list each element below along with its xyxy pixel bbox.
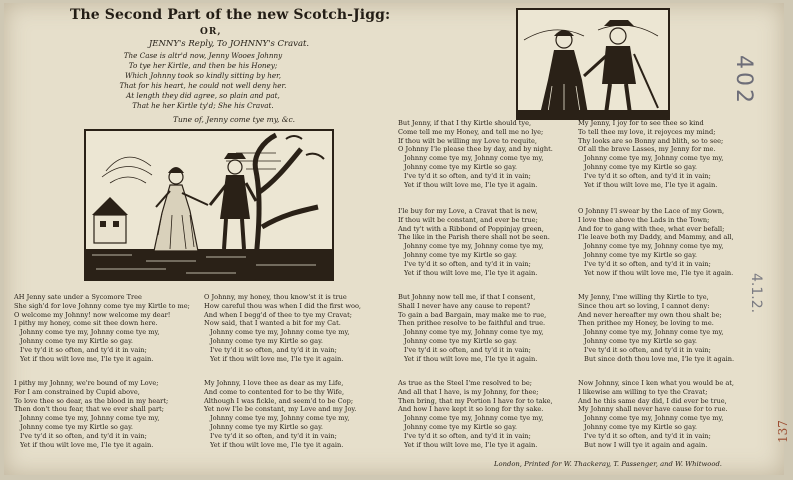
- chorus-line: Johnny come tye my Kirtle so gay.: [404, 250, 518, 259]
- verse-line: I pithy my Johnny, we're bound of my Love;: [14, 379, 159, 387]
- chorus-line: Yet if thou wilt love me, I'le tye it again.: [404, 268, 538, 277]
- chorus-line: Johnny come tye my, Johnny come tye my,: [584, 414, 724, 423]
- verse-line: Then prithee my Honey, be loving to me.: [578, 319, 714, 328]
- verse-6: [398, 207, 550, 277]
- chorus-line: Johnny come tye my, Johnny come tye my,: [404, 242, 544, 251]
- verse-line: I pithy my honey, come sit thee down here.: [14, 319, 158, 328]
- verse-line: And ty't with a Ribbond of Poppinjay green,: [398, 224, 544, 233]
- verse-line: And come to contented for to be thy Wife,: [204, 387, 345, 396]
- chorus-line: I've ty'd it so often, and ty'd it in vain;: [404, 431, 531, 440]
- chorus-line: Johnny come tye my Kirtle so gay.: [20, 336, 134, 345]
- verse-line: Then bring, that my Portion I have for to take,: [398, 396, 553, 405]
- verse-line: Then don't thou fear, that we ever shall part;: [14, 405, 165, 414]
- intro-line: At length they did agree, so plain and pat,: [126, 91, 280, 100]
- chorus-line: But now I will tye it again and again.: [584, 440, 708, 449]
- verse-line: My Jenny, I'me willing thy Kirtle to tye,: [578, 293, 709, 301]
- intro-line: That for his heart, he could not well deny her.: [119, 81, 287, 90]
- verse-line: Now said, that I wanted a bit for my Cat.: [204, 319, 341, 328]
- chorus-line: Yet if thou wilt love me, I'le tye it again.: [404, 180, 538, 189]
- chorus-line: I've ty'd it so often, and ty'd it in vain;: [404, 345, 531, 354]
- pencil-number: 402: [731, 55, 756, 106]
- woodcut-couple-landscape: [84, 129, 334, 281]
- verse-line: And never hereafter my own thou shalt be;: [578, 310, 722, 319]
- verse-line: Shall I never have any cause to repent?: [398, 301, 531, 310]
- verse-line: Although I was fickle, and seem'd to be Cop;: [204, 396, 354, 405]
- chorus-line: Johnny come tye my, Johnny come tye my,: [210, 328, 350, 337]
- title-or: OR,: [200, 27, 222, 37]
- verse-line: I'le buy for my Love, a Cravat that is new,: [398, 207, 538, 215]
- ballad-title: The Second Part of the new Scotch-Jigg:: [70, 7, 391, 23]
- verse-12: [578, 379, 734, 449]
- verse-line: O Johnny I'l swear by the Lace of my Gown,: [578, 207, 725, 215]
- verse-line: And all that I have, is my Johnny, for thee;: [398, 387, 539, 396]
- chorus-line: I've ty'd it so often, and ty'd it in vain;: [20, 431, 147, 440]
- chorus-line: I've ty'd it so often, and ty'd it in vain;: [210, 345, 337, 354]
- chorus-line: Yet if thou wilt love me, I'le tye it again.: [584, 180, 718, 189]
- verse-line: As true as the Steel I'me resolved to be;: [398, 379, 532, 387]
- verse-line: For I am constrained by Cupid above,: [14, 387, 140, 396]
- verse-line: Now Johnny, since I ken what you would be at,: [578, 379, 735, 387]
- verse-2: [14, 379, 168, 449]
- chorus-line: Johnny come tye my, Johnny come tye my,: [404, 154, 544, 163]
- verse-line: I likewise am willing to tye the Cravat;: [578, 387, 708, 396]
- chorus-line: Johnny come tye my Kirtle so gay.: [584, 422, 698, 431]
- verse-line: But Jenny, if that I thy Kirtle should tye,: [398, 119, 532, 127]
- chorus-line: I've ty'd it so often, and ty'd it in vain;: [584, 431, 711, 440]
- verse-line: My Johnny shall never have cause for to rue.: [578, 405, 728, 414]
- chorus-line: Johnny come tye my Kirtle so gay.: [210, 336, 324, 345]
- intro-verse: [88, 51, 318, 111]
- ballad-subtitle: JENNY's Reply, To JOHNNY's Cravat.: [148, 39, 310, 49]
- verse-line: And for to gang with thee, what ever befall;: [578, 224, 725, 233]
- verse-line: But Johnny now tell me, if that I consent,: [398, 293, 536, 301]
- woodcut-illustration: [518, 10, 668, 118]
- chorus-line: Johnny come tye my Kirtle so gay.: [20, 422, 134, 431]
- chorus-line: Johnny come tye my, Johnny come tye my,: [404, 328, 544, 337]
- chorus-line: Johnny come tye my, Johnny come tye my,: [20, 328, 160, 337]
- verse-line: To love thee so dear, as the blood in my heart;: [14, 396, 169, 405]
- verse-8: [398, 379, 553, 449]
- chorus-line: Johnny come tye my Kirtle so gay.: [210, 422, 324, 431]
- verse-10: [578, 207, 734, 277]
- chorus-line: Johnny come tye my Kirtle so gay.: [584, 250, 698, 259]
- chorus-line: I've ty'd it so often, and ty'd it in vain;: [20, 345, 147, 354]
- verse-4: [204, 379, 356, 449]
- chorus-line: Johnny come tye my Kirtle so gay.: [584, 162, 698, 171]
- verse-line: I love thee above the Lads in the Town;: [578, 215, 710, 224]
- verse-7: [398, 293, 546, 363]
- chorus-line: Johnny come tye my, Johnny come tye my,: [404, 414, 544, 423]
- chorus-line: Johnny come tye my, Johnny come tye my,: [584, 242, 724, 251]
- chorus-line: I've ty'd it so often, and ty'd it in vain;: [404, 259, 531, 268]
- verse-line: AH Jenny sate under a Sycomore Tree: [14, 293, 142, 301]
- verse-line: Then prithee resolve to be faithful and true.: [398, 319, 546, 328]
- verse-line: And when I begg'd of thee to tye my Cravat;: [204, 310, 352, 319]
- verse-line: O welcome my Johnny! now welcome my dear!: [14, 310, 171, 319]
- verse-line: The like in the Parish there shall not be seen.: [398, 233, 550, 242]
- intro-line: To tye her Kirtle, and then be his Honey;: [128, 61, 278, 70]
- woodcut-illustration: [86, 131, 332, 279]
- chorus-line: Johnny come tye my, Johnny come tye my,: [584, 328, 724, 337]
- intro-line: The Case is altr'd now, Jenny Wooes Johnny: [123, 51, 283, 60]
- chorus-line: Yet now if thou wilt love me, I'le tye it again.: [584, 268, 734, 277]
- verse-line: Yet now I'le be constant, my Love and my Joy.: [204, 405, 357, 414]
- chorus-line: Yet if thou wilt love me, I'le tye it again.: [20, 440, 154, 449]
- red-folio-number: 137: [776, 420, 790, 443]
- chorus-line: Johnny come tye my, Johnny come tye my,: [210, 414, 350, 423]
- verse-line: O Johnny I'le please thee by day, and by night.: [398, 145, 553, 154]
- verse-line: To tell thee my love, it rejoyces my mind;: [578, 127, 716, 136]
- chorus-line: Johnny come tye my Kirtle so gay.: [404, 336, 518, 345]
- chorus-line: I've ty'd it so often, and ty'd it in vain;: [584, 345, 711, 354]
- verse-line: She sigh'd for love Johnny come tye my Kirtle to me;: [14, 301, 190, 310]
- tune-line: Tune of, Jenny come tye my, &c.: [172, 115, 296, 124]
- verse-line: Come tell me my Honey, and tell me no lye;: [398, 127, 544, 136]
- chorus-line: Johnny come tye my Kirtle so gay.: [404, 162, 518, 171]
- verse-11: [578, 293, 734, 363]
- verse-line: And how I have kept it so long for thy sake.: [398, 405, 544, 414]
- chorus-line: Johnny come tye my, Johnny come tye my,: [20, 414, 160, 423]
- chorus-line: I've ty'd it so often, and ty'd it in vain;: [584, 171, 711, 180]
- verse-5: [398, 119, 553, 189]
- verse-line: My Johnny, I love thee as dear as my Life,: [204, 379, 344, 387]
- chorus-line: I've ty'd it so often, and ty'd it in vain;: [584, 259, 711, 268]
- chorus-line: Yet if thou wilt love me, I'le tye it again.: [20, 354, 154, 363]
- verse-line: If thou wilt be willing my Love to requite,: [398, 136, 537, 145]
- verse-9: [578, 119, 723, 189]
- chorus-line: Johnny come tye my, Johnny come tye my,: [584, 154, 724, 163]
- verse-line: Thy looks are so Bonny and blith, so to see;: [578, 136, 724, 145]
- chorus-line: Johnny come tye my Kirtle so gay.: [584, 336, 698, 345]
- chorus-line: Yet if thou wilt love me, I'le tye it again.: [210, 440, 344, 449]
- chorus-line: Yet if thou wilt love me, I'le tye it again.: [404, 354, 538, 363]
- intro-line: Which Johnny took so kindly sitting by her,: [124, 71, 282, 80]
- verse-line: To gain a bad Bargain, may make me to rue,: [398, 310, 547, 319]
- chorus-line: Yet if thou wilt love me, I'le tye it again.: [404, 440, 538, 449]
- chorus-line: I've ty'd it so often, and ty'd it in vain;: [404, 171, 531, 180]
- printer-imprint: London, Printed for W. Thackeray, T. Passenger, and W. Whitwood.: [494, 460, 722, 468]
- verse-line: I'le leave both my Daddy, and Mammy, and all,: [578, 233, 734, 242]
- pencil-annotation: 4.1.2.: [748, 273, 764, 314]
- verse-line: My Jenny, I joy for to see thee so kind: [578, 119, 704, 127]
- verse-1: [14, 293, 190, 363]
- chorus-line: I've ty'd it so often, and ty'd it in vain;: [210, 431, 337, 440]
- verse-3: [204, 293, 361, 363]
- verse-line: How careful thou was when I did the first woo,: [204, 301, 362, 310]
- verse-line: O Johnny, my honey, thou know'st it is true: [204, 293, 347, 301]
- broadside-sheet: [4, 3, 790, 475]
- verse-line: And he this same day did, I did ever be true,: [578, 396, 727, 405]
- verse-line: If thou wilt be constant, and ever be true;: [398, 215, 538, 224]
- woodcut-couple-portrait: [516, 8, 670, 120]
- chorus-line: But since doth thou love me, I'le tye it again.: [584, 354, 735, 363]
- chorus-line: Johnny come tye my Kirtle so gay.: [404, 422, 518, 431]
- chorus-line: Yet if thou wilt love me, I'le tye it again.: [210, 354, 344, 363]
- intro-line: That he her Kirtle ty'd; She his Cravat.: [132, 101, 274, 110]
- verse-line: Since thou art so loving, I cannot deny:: [578, 301, 710, 310]
- verse-line: Of all the brave Lasses, my Jenny for me.: [578, 145, 716, 154]
